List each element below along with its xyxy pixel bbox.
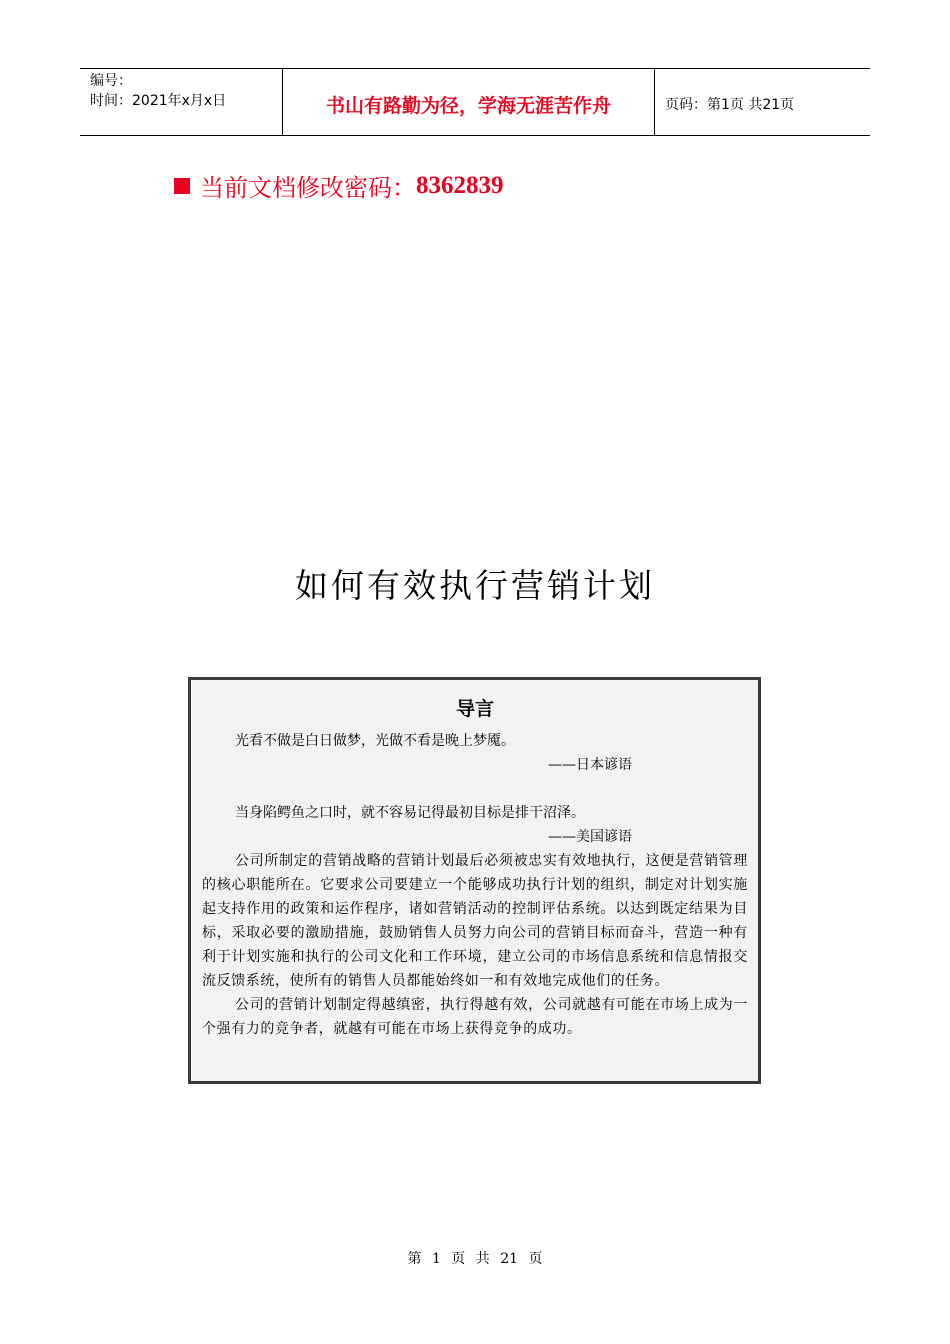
password-value: 8362839: [416, 171, 504, 199]
header-motto: 书山有路勤为径，学海无涯苦作舟: [282, 69, 655, 135]
quote-text: 光看不做是白日做梦，光做不看是晚上梦魇。: [235, 733, 515, 749]
square-bullet-icon: [174, 178, 190, 194]
password-notice: [174, 168, 504, 203]
document-number-label: 编号：: [90, 73, 132, 89]
intro-box: [188, 677, 761, 1084]
page-footer: 第 1 页 共 21 页: [407, 1251, 543, 1267]
header-meta-cell: [80, 69, 282, 135]
quote-source: ——日本谚语: [548, 757, 632, 773]
document-date: 时间：2021年x月x日: [90, 93, 227, 109]
password-label: 当前文档修改密码：: [200, 174, 416, 202]
header-page-info: 页码：第1页 共21页: [665, 97, 795, 113]
quote-text: 当身陷鳄鱼之口时，就不容易记得最初目标是排干沼泽。: [235, 805, 585, 821]
document-header: [80, 68, 870, 136]
intro-paragraph: 公司的营销计划制定得越缜密，执行得越有效，公司就越有可能在市场上成为一个强有力的竞争者，就越有可能在市场上获得竞争的成功。: [202, 997, 748, 1037]
document-title: 如何有效执行营销计划: [295, 566, 655, 605]
spacer: [202, 777, 748, 801]
intro-heading: 导言: [455, 698, 494, 720]
quote-source: ——美国谚语: [548, 829, 632, 845]
intro-paragraph: 公司所制定的营销战略的营销计划最后必须被忠实有效地执行，这便是营销管理的核心职能所在。它要求公司要建立一个能够成功执行计划的组织，制定对计划实施起支持作用的政策和运作程序，诸如营销活动的控制评估系统。以达到既定结果为目标，采取必要的激励措施，鼓励销售人员努力向公司的营销目标而奋斗，营造一种有利于计划实施和执行的公司文化和工作环境，建立公司的市场信息系统和信息情报交流反馈系统，使所有的销售人员都能始终如一和有效地完成他们的任务。: [202, 853, 748, 989]
